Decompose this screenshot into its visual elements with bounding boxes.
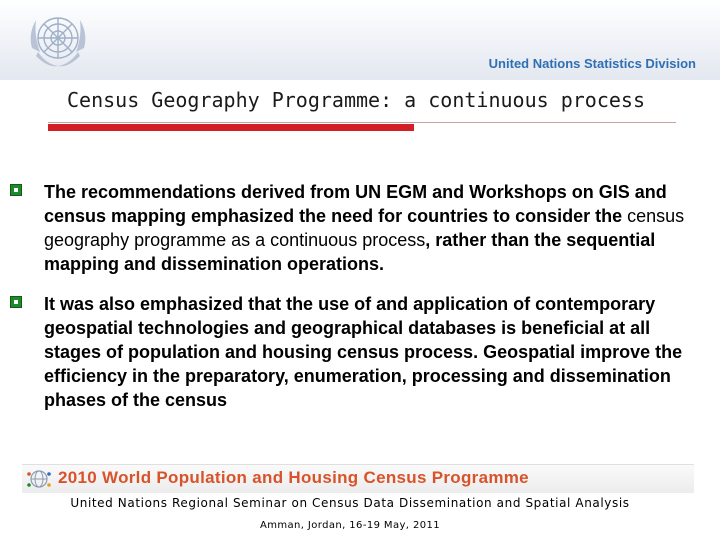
checkbox-bullet-icon [10, 296, 22, 308]
bullet-1-part1: The recommendations derived from UN EGM and Workshops on GIS and census mapping emphasized the need for countries to consider the [44, 182, 667, 226]
seminar-venue: Amman, Jordan, 16-19 May, 2011 [259, 520, 441, 531]
census-programme-banner [22, 464, 694, 493]
seminar-name: United Nations Regional Seminar on Census Data Dissemination and Spatial Analysis [70, 496, 630, 510]
header-band [0, 0, 720, 80]
bullet-text-2: It was also emphasized that the use of and application of contemporary geospatial technologies and geographical databases is beneficial at all stages of population and housing census process. Geospatial improve the efficiency in the preparatory, enumeration, processing and dissemination phases of the census [44, 294, 683, 410]
bullet-text-1 [44, 180, 700, 276]
bullet-item-1 [10, 180, 700, 276]
checkbox-bullet-icon [10, 184, 22, 196]
title-divider [48, 122, 676, 123]
un-emblem-icon [22, 8, 94, 74]
bullet-1-part3: , rather than the sequential mapping and dissemination operations. [44, 230, 656, 274]
division-label: United Nations Statistics Division [488, 56, 696, 71]
title-accent-bar [48, 124, 414, 131]
slide-title: Census Geography Programme: a continuous process [67, 88, 645, 112]
bullet-1-part2: census geography programme as a continuous process [44, 206, 685, 250]
globe-people-icon [26, 468, 52, 490]
banner-title: 2010 World Population and Housing Census Programme [58, 468, 529, 487]
bullet-item-2 [10, 292, 700, 412]
